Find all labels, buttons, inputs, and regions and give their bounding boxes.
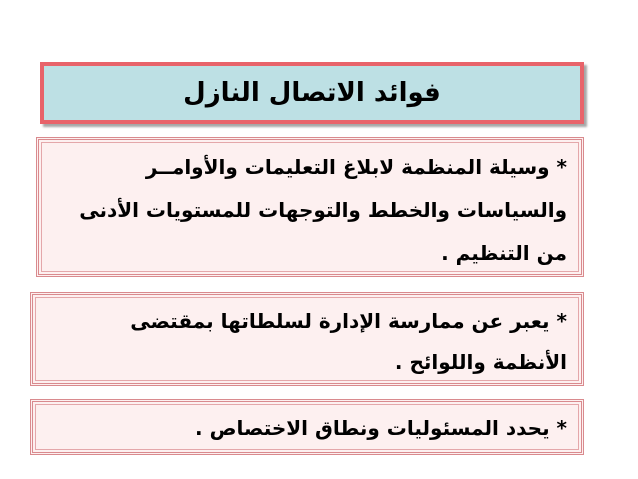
benefit-3-line-1: * يحدد المسئوليات ونطاق الاختصاص . (195, 416, 567, 440)
benefit-2-line-2: الأنظمة واللوائح . (394, 350, 567, 374)
benefit-card-3 (30, 399, 584, 455)
slide-title-box (40, 62, 584, 124)
benefit-1-line-1: * وسيلة المنظمة لابلاغ التعليمات والأوامــر (145, 155, 567, 179)
benefit-1-line-3: من التنظيم . (441, 241, 567, 265)
benefit-2-line-1: * يعبر عن ممارسة الإدارة لسلطاتها بمقتضى (130, 309, 567, 333)
slide-title: فوائد الاتصال النازل (183, 78, 441, 108)
benefit-card-2 (30, 292, 584, 386)
benefit-card-1 (36, 137, 584, 277)
benefit-1-line-2: والسياسات والخطط والتوجهات للمستويات الأدنى (79, 198, 567, 222)
